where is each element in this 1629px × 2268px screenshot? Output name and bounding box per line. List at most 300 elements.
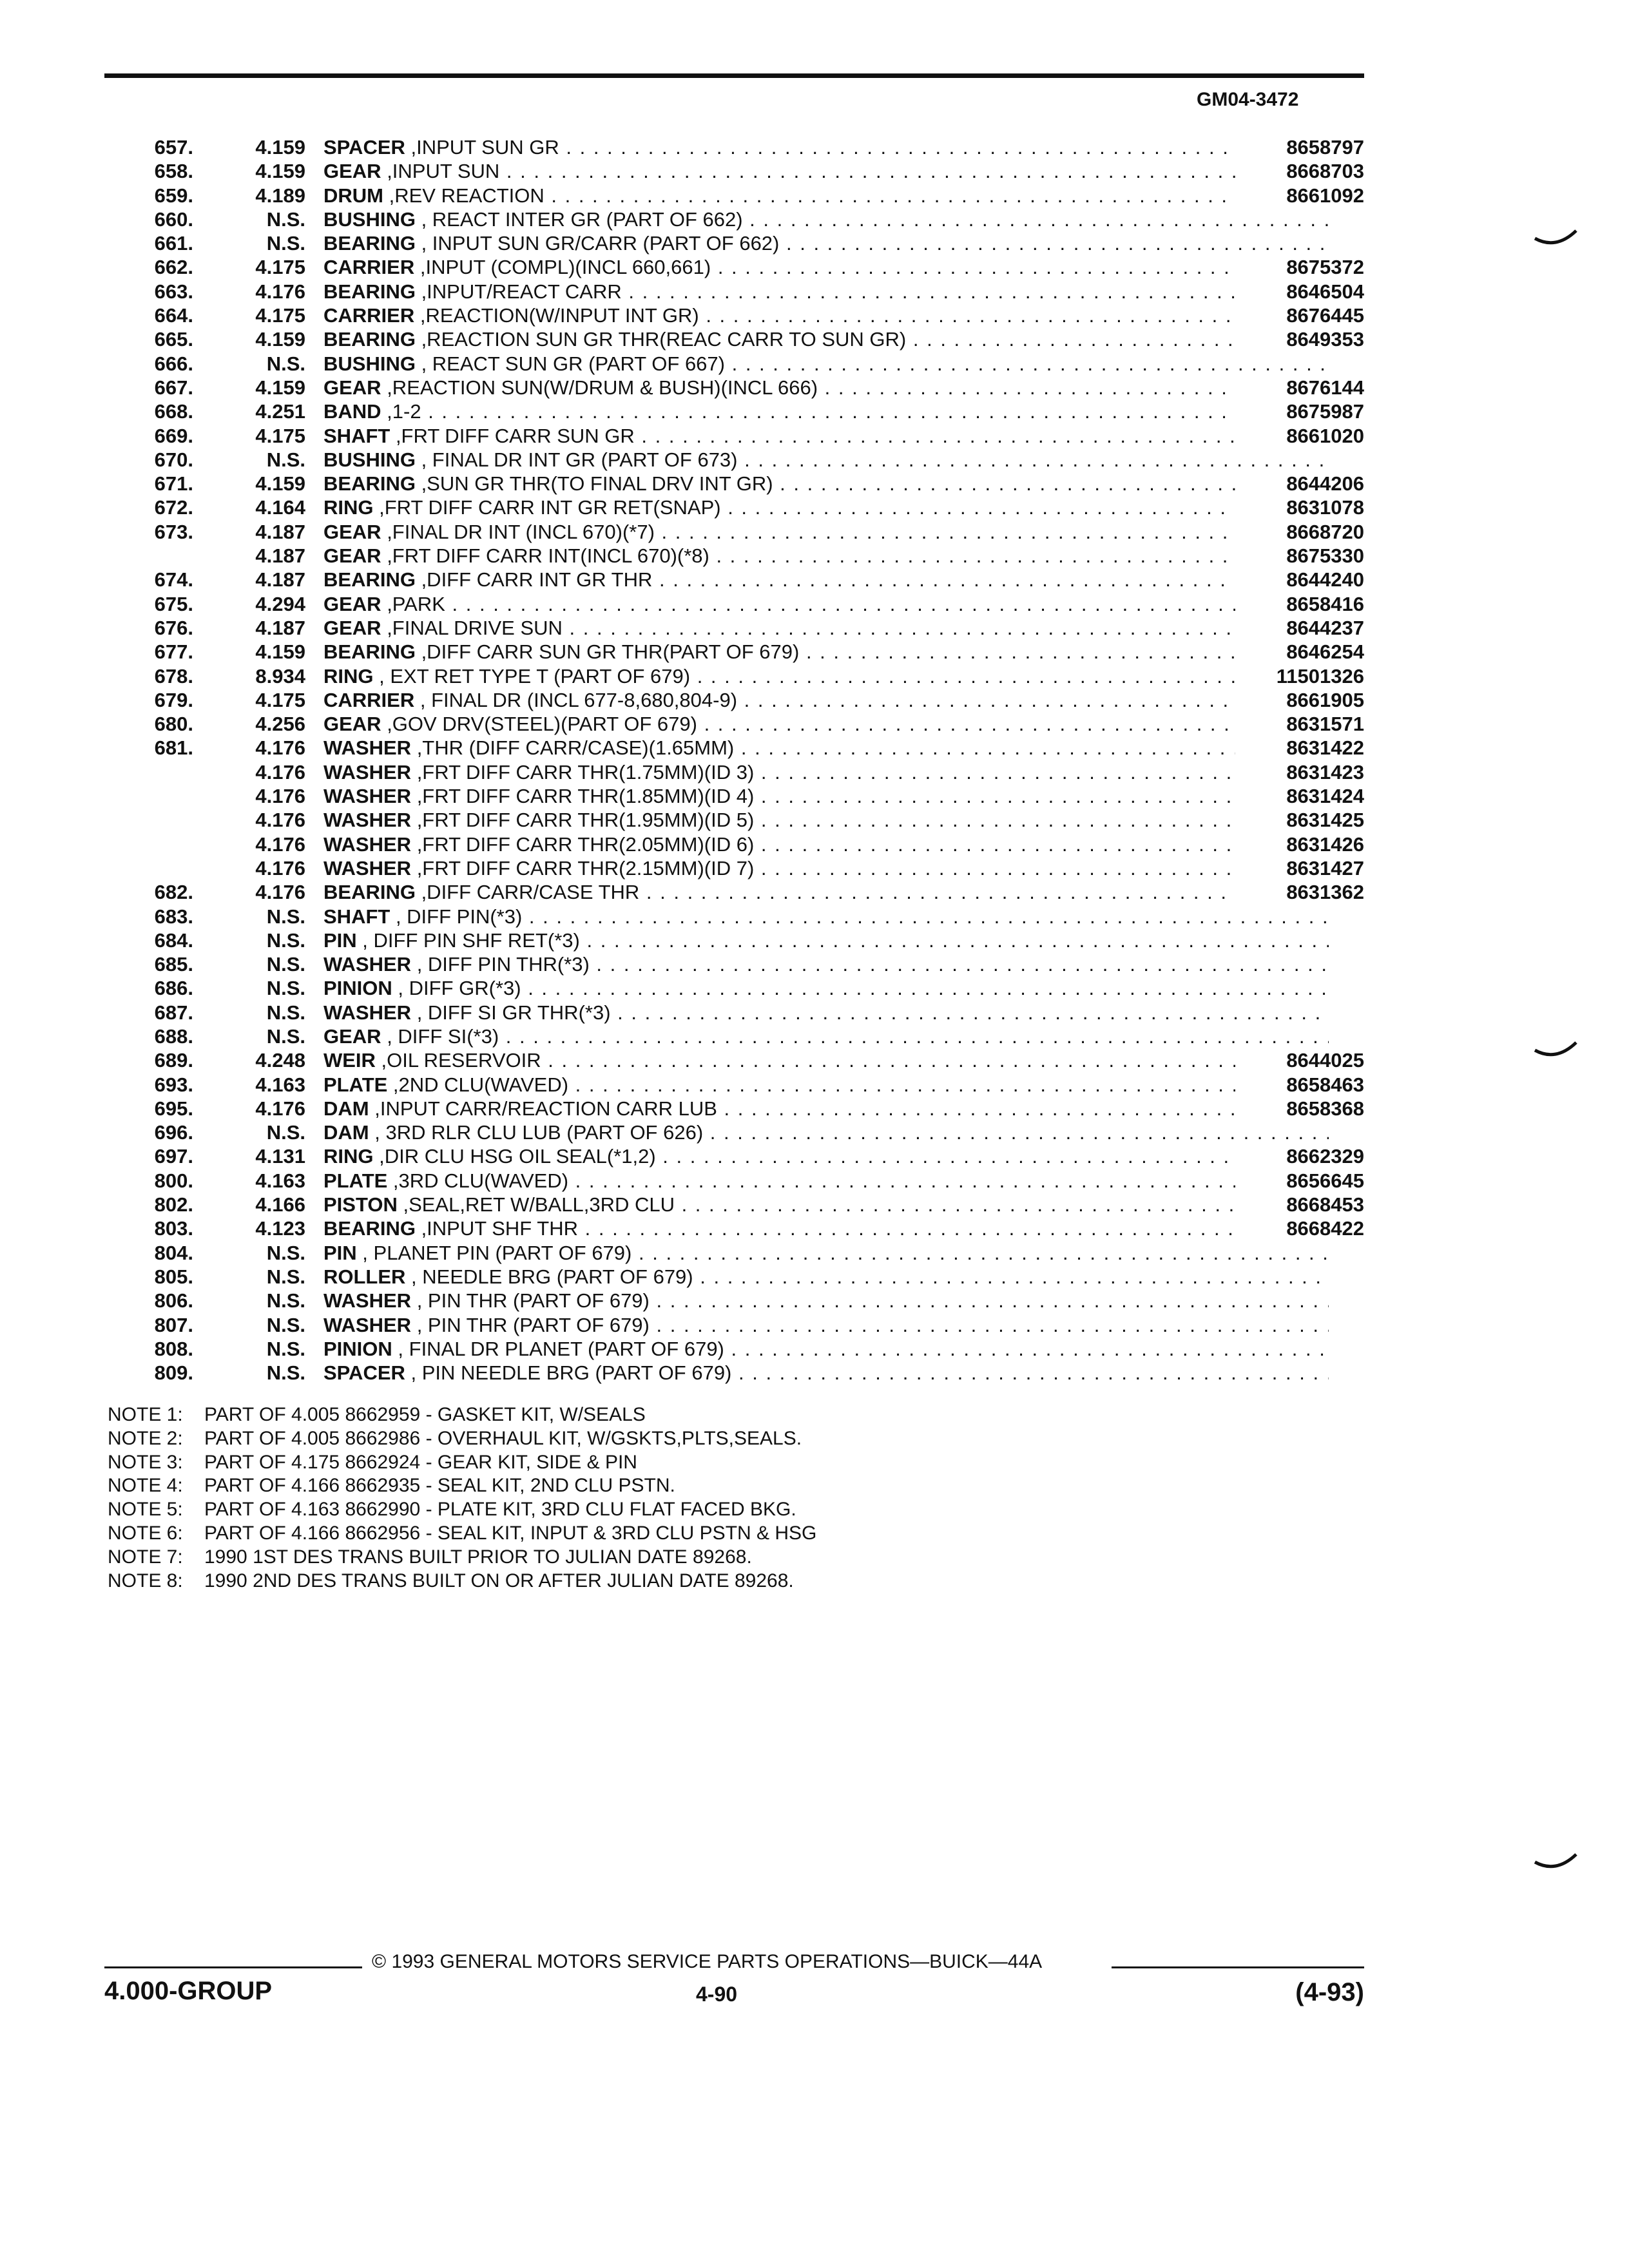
part-description bbox=[323, 135, 1329, 159]
part-name: GEAR bbox=[323, 616, 381, 639]
part-spec: , EXT RET TYPE T (PART OF 679) bbox=[373, 664, 691, 687]
part-name: CARRIER bbox=[323, 304, 415, 327]
ref-number: 671. bbox=[154, 472, 193, 495]
part-name: WASHER bbox=[323, 736, 412, 760]
part-description bbox=[323, 448, 1329, 472]
group-number: N.S. bbox=[266, 352, 305, 375]
part-name: DAM bbox=[323, 1121, 369, 1144]
group-number: 4.159 bbox=[255, 136, 305, 159]
part-row bbox=[104, 640, 1364, 664]
part-description bbox=[323, 399, 1329, 423]
part-description bbox=[323, 472, 1329, 495]
ref-number: 677. bbox=[154, 640, 193, 664]
note-line bbox=[108, 1570, 816, 1593]
part-description bbox=[323, 1169, 1329, 1193]
part-description bbox=[323, 592, 1329, 616]
ref-number: 663. bbox=[154, 280, 193, 303]
part-row bbox=[104, 1001, 1364, 1024]
part-name: CARRIER bbox=[323, 256, 415, 279]
ref-number: 681. bbox=[154, 736, 193, 760]
part-row bbox=[104, 495, 1364, 519]
part-number: 8649353 bbox=[1235, 327, 1364, 351]
part-number: 8631426 bbox=[1235, 832, 1364, 856]
part-name: BAND bbox=[323, 400, 381, 423]
part-row bbox=[104, 736, 1364, 760]
part-spec: , PIN THR (PART OF 679) bbox=[411, 1313, 650, 1336]
part-name: GEAR bbox=[323, 160, 381, 183]
part-row bbox=[104, 303, 1364, 327]
group-number: 4.176 bbox=[255, 280, 305, 303]
ref-number: 679. bbox=[154, 688, 193, 711]
part-number: 8668453 bbox=[1235, 1193, 1364, 1216]
part-row bbox=[104, 376, 1364, 399]
part-row bbox=[104, 159, 1364, 183]
part-row bbox=[104, 905, 1364, 928]
part-row bbox=[104, 664, 1364, 688]
part-number: 8646504 bbox=[1235, 280, 1364, 303]
ref-number: 666. bbox=[154, 352, 193, 375]
part-name: GEAR bbox=[323, 713, 381, 736]
ref-number: 678. bbox=[154, 664, 193, 687]
ref-number: 670. bbox=[154, 448, 193, 471]
part-number: 8675987 bbox=[1235, 399, 1364, 423]
part-spec: , DIFF GR(*3) bbox=[392, 977, 521, 1000]
part-number: 8631078 bbox=[1235, 495, 1364, 519]
ref-number: 809. bbox=[154, 1361, 193, 1385]
part-description bbox=[323, 1001, 1329, 1024]
part-spec: ,INPUT SUN GR bbox=[405, 136, 559, 159]
part-name: PINION bbox=[323, 1337, 392, 1360]
group-number: N.S. bbox=[266, 928, 305, 952]
note-line bbox=[108, 1451, 816, 1475]
part-name: WASHER bbox=[323, 785, 412, 808]
part-name: WASHER bbox=[323, 809, 412, 832]
group-number: 4.164 bbox=[255, 496, 305, 519]
part-number: 8631422 bbox=[1235, 736, 1364, 760]
group-number: N.S. bbox=[266, 1001, 305, 1024]
note-text: PART OF 4.163 8662990 - PLATE KIT, 3RD CLU FLAT FACED BKG. bbox=[204, 1499, 796, 1521]
part-spec: ,FINAL DR INT (INCL 670)(*7) bbox=[381, 520, 655, 543]
group-number: 4.159 bbox=[255, 376, 305, 399]
part-number: 8646254 bbox=[1235, 640, 1364, 664]
part-description bbox=[323, 808, 1329, 832]
part-row bbox=[104, 1361, 1364, 1385]
ref-number: 659. bbox=[154, 184, 193, 207]
part-description bbox=[323, 184, 1329, 207]
ref-number: 662. bbox=[154, 256, 193, 279]
part-name: GEAR bbox=[323, 520, 381, 543]
part-spec: ,REACTION(W/INPUT INT GR) bbox=[414, 304, 699, 327]
part-spec: ,FINAL DRIVE SUN bbox=[381, 616, 563, 639]
part-description bbox=[323, 1144, 1329, 1168]
note-label: NOTE 8: bbox=[108, 1570, 183, 1591]
part-description bbox=[323, 568, 1329, 591]
part-description bbox=[323, 159, 1329, 183]
part-row bbox=[104, 1241, 1364, 1265]
ref-number: 672. bbox=[154, 496, 193, 519]
part-row bbox=[104, 1024, 1364, 1048]
ref-number: 808. bbox=[154, 1337, 193, 1360]
ref-number: 800. bbox=[154, 1169, 193, 1192]
part-number: 8676445 bbox=[1235, 303, 1364, 327]
part-row bbox=[104, 448, 1364, 472]
group-number: 4.176 bbox=[255, 1097, 305, 1120]
group-number: 4.175 bbox=[255, 304, 305, 327]
note-label: NOTE 5: bbox=[108, 1499, 183, 1521]
part-row bbox=[104, 231, 1364, 255]
ref-number: 674. bbox=[154, 568, 193, 591]
group-number: 4.294 bbox=[255, 592, 305, 615]
ref-number: 689. bbox=[154, 1049, 193, 1072]
part-spec: ,DIFF CARR INT GR THR bbox=[415, 568, 653, 591]
part-row bbox=[104, 255, 1364, 279]
footer-rule-left bbox=[104, 1966, 362, 1968]
group-number: 4.256 bbox=[255, 713, 305, 736]
part-spec: , DIFF SI GR THR(*3) bbox=[411, 1001, 611, 1024]
ref-number: 685. bbox=[154, 953, 193, 976]
group-number: 4.159 bbox=[255, 640, 305, 664]
part-description bbox=[323, 928, 1329, 952]
ref-number: 668. bbox=[154, 400, 193, 423]
part-name: BEARING bbox=[323, 568, 416, 591]
part-spec: ,INPUT SHF THR bbox=[415, 1217, 578, 1240]
ref-number: 696. bbox=[154, 1121, 193, 1144]
ref-number: 684. bbox=[154, 928, 193, 952]
part-description bbox=[323, 1313, 1329, 1337]
part-name: DAM bbox=[323, 1097, 369, 1120]
part-row bbox=[104, 1048, 1364, 1072]
note-line bbox=[108, 1498, 816, 1522]
part-number: 8658368 bbox=[1235, 1097, 1364, 1120]
group-number: 4.189 bbox=[255, 184, 305, 207]
part-number: 8658463 bbox=[1235, 1073, 1364, 1097]
group-number: 4.176 bbox=[255, 736, 305, 760]
part-name: WASHER bbox=[323, 760, 412, 783]
ref-number: 687. bbox=[154, 1001, 193, 1024]
part-row bbox=[104, 712, 1364, 736]
part-name: PISTON bbox=[323, 1193, 398, 1216]
part-row bbox=[104, 399, 1364, 423]
part-name: WASHER bbox=[323, 856, 412, 879]
part-number: 8644025 bbox=[1235, 1048, 1364, 1072]
document-code: GM04-3472 bbox=[1197, 89, 1299, 110]
part-row bbox=[104, 135, 1364, 159]
part-number: 8631427 bbox=[1235, 856, 1364, 880]
ref-number: 695. bbox=[154, 1097, 193, 1120]
group-number: N.S. bbox=[266, 207, 305, 231]
ref-number: 660. bbox=[154, 207, 193, 231]
part-name: WASHER bbox=[323, 1001, 412, 1024]
binder-mark-3 bbox=[1534, 1849, 1579, 1875]
ref-number: 802. bbox=[154, 1193, 193, 1216]
ref-number: 697. bbox=[154, 1145, 193, 1168]
group-number: N.S. bbox=[266, 1313, 305, 1336]
part-description bbox=[323, 1265, 1329, 1289]
part-description bbox=[323, 880, 1329, 904]
note-line bbox=[108, 1522, 816, 1546]
note-label: NOTE 6: bbox=[108, 1522, 183, 1544]
ref-number: 680. bbox=[154, 713, 193, 736]
group-number: N.S. bbox=[266, 1121, 305, 1144]
top-rule bbox=[104, 73, 1364, 78]
part-row bbox=[104, 952, 1364, 976]
group-number: 4.159 bbox=[255, 160, 305, 183]
group-number: 4.176 bbox=[255, 881, 305, 904]
part-spec: , DIFF PIN SHF RET(*3) bbox=[356, 928, 580, 952]
group-number: 4.176 bbox=[255, 809, 305, 832]
part-number: 8661020 bbox=[1235, 424, 1364, 448]
part-number: 8662329 bbox=[1235, 1144, 1364, 1168]
part-description bbox=[323, 1024, 1329, 1048]
part-row bbox=[104, 856, 1364, 880]
part-spec: ,FRT DIFF CARR THR(1.95MM)(ID 5) bbox=[411, 809, 755, 832]
part-description bbox=[323, 231, 1329, 255]
group-number: 4.163 bbox=[255, 1169, 305, 1192]
group-number: N.S. bbox=[266, 953, 305, 976]
ref-number: 805. bbox=[154, 1265, 193, 1288]
note-text: PART OF 4.005 8662959 - GASKET KIT, W/SEALS bbox=[204, 1404, 646, 1425]
part-number: 8631571 bbox=[1235, 712, 1364, 736]
ref-number: 688. bbox=[154, 1024, 193, 1048]
group-number: 4.175 bbox=[255, 256, 305, 279]
part-row bbox=[104, 784, 1364, 808]
note-text: 1990 1ST DES TRANS BUILT PRIOR TO JULIAN DATE 89268. bbox=[204, 1546, 752, 1568]
group-number: N.S. bbox=[266, 1241, 305, 1264]
ref-number: 806. bbox=[154, 1289, 193, 1312]
part-name: ROLLER bbox=[323, 1265, 406, 1288]
part-name: PIN bbox=[323, 1241, 357, 1264]
part-name: BEARING bbox=[323, 1217, 416, 1240]
part-spec: ,FRT DIFF CARR THR(2.05MM)(ID 6) bbox=[411, 832, 755, 856]
part-name: DRUM bbox=[323, 184, 383, 207]
part-description bbox=[323, 760, 1329, 784]
part-row bbox=[104, 928, 1364, 952]
part-name: SHAFT bbox=[323, 905, 390, 928]
note-text: PART OF 4.166 8662935 - SEAL KIT, 2ND CLU PSTN. bbox=[204, 1475, 675, 1497]
part-number: 8658797 bbox=[1235, 135, 1364, 159]
ref-number: 675. bbox=[154, 592, 193, 615]
part-spec: , DIFF PIN THR(*3) bbox=[411, 953, 590, 976]
note-line bbox=[108, 1403, 816, 1427]
part-row bbox=[104, 1337, 1364, 1361]
part-name: WASHER bbox=[323, 832, 412, 856]
part-description bbox=[323, 495, 1329, 519]
part-description bbox=[323, 952, 1329, 976]
part-number: 11501326 bbox=[1235, 664, 1364, 688]
ref-number: 676. bbox=[154, 616, 193, 639]
part-name: BUSHING bbox=[323, 448, 416, 471]
page-number: 4-90 bbox=[696, 1983, 738, 2006]
part-spec: ,GOV DRV(STEEL)(PART OF 679) bbox=[381, 713, 697, 736]
group-number: 4.131 bbox=[255, 1145, 305, 1168]
part-row bbox=[104, 207, 1364, 231]
part-description bbox=[323, 1048, 1329, 1072]
part-spec: , PIN THR (PART OF 679) bbox=[411, 1289, 650, 1312]
ref-number: 807. bbox=[154, 1313, 193, 1336]
part-row bbox=[104, 832, 1364, 856]
part-name: WASHER bbox=[323, 1313, 412, 1336]
part-row bbox=[104, 352, 1364, 376]
ref-number: 664. bbox=[154, 304, 193, 327]
part-description bbox=[323, 1216, 1329, 1240]
part-description bbox=[323, 976, 1329, 1000]
part-row bbox=[104, 1169, 1364, 1193]
part-row bbox=[104, 688, 1364, 712]
group-number: 4.187 bbox=[255, 616, 305, 639]
part-spec: ,FRT DIFF CARR INT(INCL 670)(*8) bbox=[381, 544, 709, 568]
part-spec: ,THR (DIFF CARR/CASE)(1.65MM) bbox=[411, 736, 735, 760]
group-number: 4.175 bbox=[255, 424, 305, 447]
part-number: 8631424 bbox=[1235, 784, 1364, 808]
part-number: 8631423 bbox=[1235, 760, 1364, 784]
ref-number: 693. bbox=[154, 1073, 193, 1096]
part-spec: ,INPUT SUN bbox=[381, 160, 500, 183]
part-row bbox=[104, 1097, 1364, 1120]
note-text: PART OF 4.175 8662924 - GEAR KIT, SIDE & PIN bbox=[204, 1451, 637, 1473]
part-description bbox=[323, 784, 1329, 808]
part-spec: , PLANET PIN (PART OF 679) bbox=[356, 1241, 632, 1264]
part-description bbox=[323, 280, 1329, 303]
part-description bbox=[323, 255, 1329, 279]
part-name: BEARING bbox=[323, 640, 416, 664]
part-spec: , FINAL DR INT GR (PART OF 673) bbox=[415, 448, 738, 471]
part-number: 8675372 bbox=[1235, 255, 1364, 279]
group-number: 8.934 bbox=[255, 664, 305, 687]
part-spec: ,REACTION SUN GR THR(REAC CARR TO SUN GR) bbox=[415, 328, 907, 351]
group-number: 4.166 bbox=[255, 1193, 305, 1216]
part-spec: , NEEDLE BRG (PART OF 679) bbox=[405, 1265, 693, 1288]
part-name: CARRIER bbox=[323, 688, 415, 711]
group-number: 4.159 bbox=[255, 472, 305, 495]
part-number: 8668720 bbox=[1235, 520, 1364, 544]
note-label: NOTE 4: bbox=[108, 1475, 183, 1497]
part-row bbox=[104, 760, 1364, 784]
part-spec: ,INPUT (COMPL)(INCL 660,661) bbox=[414, 256, 711, 279]
group-number: 4.248 bbox=[255, 1049, 305, 1072]
part-row bbox=[104, 616, 1364, 640]
part-name: BEARING bbox=[323, 472, 416, 495]
part-name: RING bbox=[323, 664, 374, 687]
group-number: N.S. bbox=[266, 1361, 305, 1385]
ref-number: 686. bbox=[154, 977, 193, 1000]
part-number: 8668422 bbox=[1235, 1216, 1364, 1240]
part-number: 8631425 bbox=[1235, 808, 1364, 832]
part-description bbox=[323, 1120, 1329, 1144]
part-number: 8675330 bbox=[1235, 544, 1364, 568]
part-number: 8676144 bbox=[1235, 376, 1364, 399]
part-description bbox=[323, 832, 1329, 856]
group-number: N.S. bbox=[266, 1024, 305, 1048]
group-number: 4.163 bbox=[255, 1073, 305, 1096]
part-spec: ,FRT DIFF CARR THR(1.85MM)(ID 4) bbox=[411, 785, 755, 808]
part-name: BEARING bbox=[323, 328, 416, 351]
part-row bbox=[104, 880, 1364, 904]
part-description bbox=[323, 544, 1329, 568]
ref-number: 667. bbox=[154, 376, 193, 399]
part-row bbox=[104, 1144, 1364, 1168]
group-number: N.S. bbox=[266, 232, 305, 255]
group-number: N.S. bbox=[266, 1337, 305, 1360]
group-number: 4.123 bbox=[255, 1217, 305, 1240]
ref-number: 804. bbox=[154, 1241, 193, 1264]
note-label: NOTE 1: bbox=[108, 1404, 183, 1425]
part-description bbox=[323, 856, 1329, 880]
part-name: BUSHING bbox=[323, 352, 416, 375]
group-number: 4.251 bbox=[255, 400, 305, 423]
part-row bbox=[104, 472, 1364, 495]
part-row bbox=[104, 327, 1364, 351]
part-description bbox=[323, 520, 1329, 544]
group-number: N.S. bbox=[266, 905, 305, 928]
part-number: 8644206 bbox=[1235, 472, 1364, 495]
part-spec: , DIFF SI(*3) bbox=[381, 1024, 499, 1048]
part-spec: ,REACTION SUN(W/DRUM & BUSH)(INCL 666) bbox=[381, 376, 818, 399]
group-number: 4.176 bbox=[255, 785, 305, 808]
note-label: NOTE 7: bbox=[108, 1546, 183, 1568]
part-row bbox=[104, 1073, 1364, 1097]
group-number: 4.176 bbox=[255, 832, 305, 856]
part-name: PLATE bbox=[323, 1169, 388, 1192]
part-spec: ,REV REACTION bbox=[383, 184, 545, 207]
part-row bbox=[104, 1265, 1364, 1289]
part-description bbox=[323, 905, 1329, 928]
part-name: RING bbox=[323, 1145, 374, 1168]
ref-number: 657. bbox=[154, 136, 193, 159]
part-name: SPACER bbox=[323, 136, 405, 159]
part-row bbox=[104, 184, 1364, 207]
ref-number: 658. bbox=[154, 160, 193, 183]
part-spec: ,FRT DIFF CARR INT GR RET(SNAP) bbox=[373, 496, 721, 519]
part-number: 8668703 bbox=[1235, 159, 1364, 183]
part-description bbox=[323, 688, 1329, 712]
part-name: PIN bbox=[323, 928, 357, 952]
part-number: 8644240 bbox=[1235, 568, 1364, 591]
note-line bbox=[108, 1427, 816, 1451]
ref-number: 803. bbox=[154, 1217, 193, 1240]
part-number: 8661905 bbox=[1235, 688, 1364, 712]
part-description bbox=[323, 327, 1329, 351]
part-description bbox=[323, 303, 1329, 327]
part-row bbox=[104, 520, 1364, 544]
part-name: SPACER bbox=[323, 1361, 405, 1385]
part-row bbox=[104, 976, 1364, 1000]
part-row bbox=[104, 1216, 1364, 1240]
part-description bbox=[323, 736, 1329, 760]
ref-number: 673. bbox=[154, 520, 193, 543]
ref-number: 661. bbox=[154, 232, 193, 255]
part-spec: , 3RD RLR CLU LUB (PART OF 626) bbox=[369, 1121, 704, 1144]
group-number: 4.176 bbox=[255, 760, 305, 783]
part-name: BEARING bbox=[323, 280, 416, 303]
copyright-text: © 1993 GENERAL MOTORS SERVICE PARTS OPERATIONS—BUICK—44A bbox=[372, 1951, 1043, 1972]
part-spec: ,DIR CLU HSG OIL SEAL(*1,2) bbox=[373, 1145, 656, 1168]
group-number: 4.159 bbox=[255, 328, 305, 351]
note-text: PART OF 4.005 8662986 - OVERHAUL KIT, W/GSKTS,PLTS,SEALS. bbox=[204, 1427, 802, 1449]
part-description bbox=[323, 1361, 1329, 1385]
part-description bbox=[323, 1097, 1329, 1120]
ref-number: 683. bbox=[154, 905, 193, 928]
part-spec: ,3RD CLU(WAVED) bbox=[387, 1169, 569, 1192]
note-label: NOTE 2: bbox=[108, 1427, 183, 1449]
group-number: N.S. bbox=[266, 977, 305, 1000]
part-number: 8656645 bbox=[1235, 1169, 1364, 1193]
parts-list bbox=[104, 135, 1364, 1385]
part-row bbox=[104, 424, 1364, 448]
part-name: GEAR bbox=[323, 376, 381, 399]
group-number: 4.175 bbox=[255, 688, 305, 711]
part-spec: ,SUN GR THR(TO FINAL DRV INT GR) bbox=[415, 472, 773, 495]
part-spec: ,FRT DIFF CARR THR(1.75MM)(ID 3) bbox=[411, 760, 755, 783]
